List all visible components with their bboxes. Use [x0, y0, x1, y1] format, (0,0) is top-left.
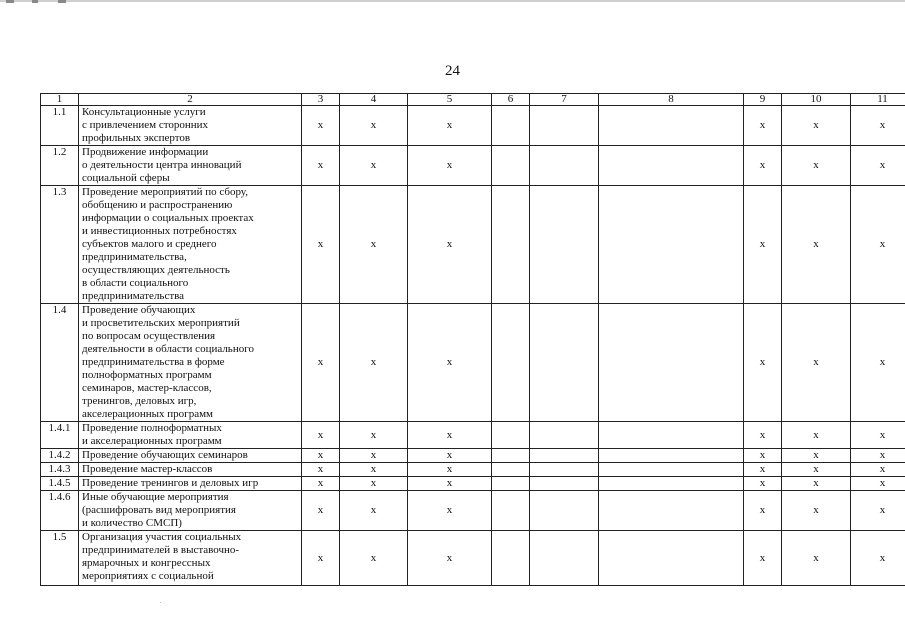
description-line: субъектов малого и среднего	[82, 238, 217, 250]
cell-mark: х	[340, 477, 408, 491]
cell-mark	[492, 106, 530, 146]
column-number-header: 5	[408, 94, 492, 106]
cell-mark	[492, 531, 530, 586]
row-number: 1.4	[41, 304, 79, 422]
cell-mark: х	[782, 304, 851, 422]
description-line: предпринимательства,	[82, 251, 187, 263]
description-line: Проведение мероприятий по сбору,	[82, 186, 248, 198]
description-line: и количество СМСП)	[82, 517, 182, 529]
top-edge-rule	[0, 0, 905, 2]
row-number: 1.1	[41, 106, 79, 146]
cell-mark: х	[302, 186, 340, 304]
cell-mark	[599, 186, 744, 304]
cell-mark	[492, 304, 530, 422]
cell-mark: х	[851, 463, 905, 477]
cell-mark	[599, 146, 744, 186]
cell-mark: х	[744, 449, 782, 463]
cell-mark	[599, 531, 744, 586]
description-line: тренингов, деловых игр,	[82, 395, 197, 407]
cell-mark: х	[302, 531, 340, 586]
cell-mark: х	[744, 106, 782, 146]
column-number-header: 10	[782, 94, 851, 106]
cell-mark: х	[408, 146, 492, 186]
cell-mark	[599, 463, 744, 477]
table-row	[41, 531, 905, 586]
description-line: и инвестиционных потребностях	[82, 225, 237, 237]
description-line: Проведение мастер-классов	[82, 463, 213, 475]
description-line: акселерационных программ	[82, 408, 213, 420]
row-description	[79, 146, 302, 186]
cell-mark	[530, 106, 599, 146]
column-number-header: 4	[340, 94, 408, 106]
description-line: предпринимательства в форме	[82, 356, 225, 368]
cell-mark: х	[782, 477, 851, 491]
cell-mark: х	[851, 422, 905, 449]
cell-mark: х	[302, 146, 340, 186]
cell-mark: х	[302, 422, 340, 449]
cell-mark: х	[744, 491, 782, 531]
cell-mark	[599, 106, 744, 146]
table-row	[41, 463, 905, 477]
table-row	[41, 477, 905, 491]
cell-mark	[492, 463, 530, 477]
description-line: и акселерационных программ	[82, 435, 222, 447]
cell-mark: х	[782, 146, 851, 186]
row-description	[79, 477, 302, 491]
cell-mark: х	[340, 304, 408, 422]
table-row	[41, 106, 905, 146]
description-line: (расшифровать вид мероприятия	[82, 504, 236, 516]
cell-mark: х	[302, 477, 340, 491]
cell-mark: х	[782, 531, 851, 586]
row-number: 1.4.1	[41, 422, 79, 449]
column-number-header: 7	[530, 94, 599, 106]
cell-mark: х	[744, 304, 782, 422]
cell-mark: х	[851, 304, 905, 422]
cell-mark	[492, 422, 530, 449]
cell-mark: х	[744, 146, 782, 186]
description-line: и просветительских мероприятий	[82, 317, 240, 329]
row-description	[79, 491, 302, 531]
scan-edge-mark	[58, 0, 66, 3]
cell-mark: х	[340, 491, 408, 531]
cell-mark	[492, 186, 530, 304]
cell-mark: х	[302, 449, 340, 463]
cell-mark: х	[408, 106, 492, 146]
row-description	[79, 304, 302, 422]
table-row	[41, 186, 905, 304]
description-line: Проведение обучающих	[82, 304, 196, 316]
description-line: ярмарочных и конгрессных	[82, 557, 211, 569]
row-number: 1.3	[41, 186, 79, 304]
column-number-header: 2	[79, 94, 302, 106]
scan-edge-mark	[6, 0, 14, 3]
description-line: предпринимателей в выставочно-	[82, 544, 240, 556]
cell-mark: х	[302, 106, 340, 146]
cell-mark	[530, 186, 599, 304]
cell-mark: х	[340, 463, 408, 477]
column-number-header: 9	[744, 94, 782, 106]
cell-mark	[599, 304, 744, 422]
description-line: информации о социальных проектах	[82, 212, 254, 224]
row-description	[79, 449, 302, 463]
table-row	[41, 304, 905, 422]
description-line: семинаров, мастер-классов,	[82, 382, 212, 394]
description-line: Проведение тренингов и деловых игр	[82, 477, 259, 489]
cell-mark: х	[744, 463, 782, 477]
description-line: предпринимательства	[82, 290, 185, 302]
description-line: Организация участия социальных	[82, 531, 242, 543]
cell-mark	[530, 463, 599, 477]
cell-mark	[599, 449, 744, 463]
table-row	[41, 422, 905, 449]
row-description	[79, 531, 302, 586]
description-line: профильных экспертов	[82, 132, 191, 144]
cell-mark	[530, 449, 599, 463]
description-line: полноформатных программ	[82, 369, 212, 381]
cell-mark: х	[408, 449, 492, 463]
column-number-header: 1	[41, 94, 79, 106]
page-number: 24	[445, 63, 460, 79]
cell-mark: х	[851, 106, 905, 146]
cell-mark: х	[782, 106, 851, 146]
row-number: 1.2	[41, 146, 79, 186]
description-line: обобщению и распространению	[82, 199, 233, 211]
description-line: с привлечением сторонних	[82, 119, 209, 131]
row-number: 1.4.3	[41, 463, 79, 477]
cell-mark: х	[408, 304, 492, 422]
cell-mark: х	[340, 449, 408, 463]
table-row	[41, 146, 905, 186]
row-number: 1.4.6	[41, 491, 79, 531]
cell-mark	[492, 449, 530, 463]
row-description	[79, 186, 302, 304]
cell-mark	[492, 146, 530, 186]
cell-mark: х	[782, 449, 851, 463]
description-line: мероприятиях с социальной	[82, 570, 214, 582]
cell-mark	[492, 491, 530, 531]
cell-mark: х	[340, 531, 408, 586]
row-number: 1.5	[41, 531, 79, 586]
cell-mark: х	[744, 531, 782, 586]
row-description	[79, 422, 302, 449]
description-line: Консультационные услуги	[82, 106, 206, 118]
cell-mark: х	[851, 477, 905, 491]
description-line: Продвижение информации	[82, 146, 209, 158]
cell-mark: х	[851, 491, 905, 531]
description-line: социальной сферы	[82, 172, 170, 184]
cell-mark: х	[744, 422, 782, 449]
cell-mark: х	[782, 491, 851, 531]
cell-mark	[599, 491, 744, 531]
description-line: Проведение обучающих семинаров	[82, 449, 248, 461]
cell-mark: х	[340, 146, 408, 186]
cell-mark	[530, 304, 599, 422]
cell-mark	[599, 477, 744, 491]
column-number-header: 8	[599, 94, 744, 106]
row-description	[79, 463, 302, 477]
cell-mark: х	[851, 186, 905, 304]
cell-mark	[530, 146, 599, 186]
column-number-header-row	[41, 94, 905, 106]
row-description	[79, 106, 302, 146]
cell-mark	[530, 422, 599, 449]
cell-mark: х	[851, 531, 905, 586]
cell-mark: х	[782, 422, 851, 449]
row-number: 1.4.5	[41, 477, 79, 491]
row-number: 1.4.2	[41, 449, 79, 463]
cell-mark: х	[744, 477, 782, 491]
cell-mark: х	[408, 531, 492, 586]
cell-mark: х	[782, 463, 851, 477]
cell-mark: х	[744, 186, 782, 304]
cell-mark: х	[340, 186, 408, 304]
cell-mark: х	[408, 186, 492, 304]
description-line: о деятельности центра инноваций	[82, 159, 242, 171]
description-line: в области социального	[82, 277, 189, 289]
cell-mark	[599, 422, 744, 449]
cell-mark: х	[408, 463, 492, 477]
column-number-header: 11	[851, 94, 905, 106]
cell-mark	[492, 477, 530, 491]
column-number-header: 6	[492, 94, 530, 106]
cell-mark: х	[302, 491, 340, 531]
cell-mark	[530, 477, 599, 491]
scan-speck	[160, 602, 161, 603]
cell-mark: х	[782, 186, 851, 304]
description-line: Проведение полноформатных	[82, 422, 222, 434]
table-row	[41, 449, 905, 463]
schedule-table	[40, 93, 905, 586]
cell-mark	[530, 491, 599, 531]
cell-mark: х	[408, 491, 492, 531]
cell-mark: х	[340, 106, 408, 146]
description-line: деятельности в области социального	[82, 343, 254, 355]
description-line: Иные обучающие мероприятия	[82, 491, 229, 503]
cell-mark: х	[408, 422, 492, 449]
cell-mark: х	[340, 422, 408, 449]
cell-mark: х	[408, 477, 492, 491]
cell-mark: х	[851, 146, 905, 186]
cell-mark: х	[851, 449, 905, 463]
cell-mark	[530, 531, 599, 586]
description-line: по вопросам осуществления	[82, 330, 216, 342]
scan-edge-mark	[32, 0, 38, 3]
column-number-header: 3	[302, 94, 340, 106]
description-line: осуществляющих деятельность	[82, 264, 230, 276]
table-row	[41, 491, 905, 531]
cell-mark: х	[302, 304, 340, 422]
cell-mark: х	[302, 463, 340, 477]
